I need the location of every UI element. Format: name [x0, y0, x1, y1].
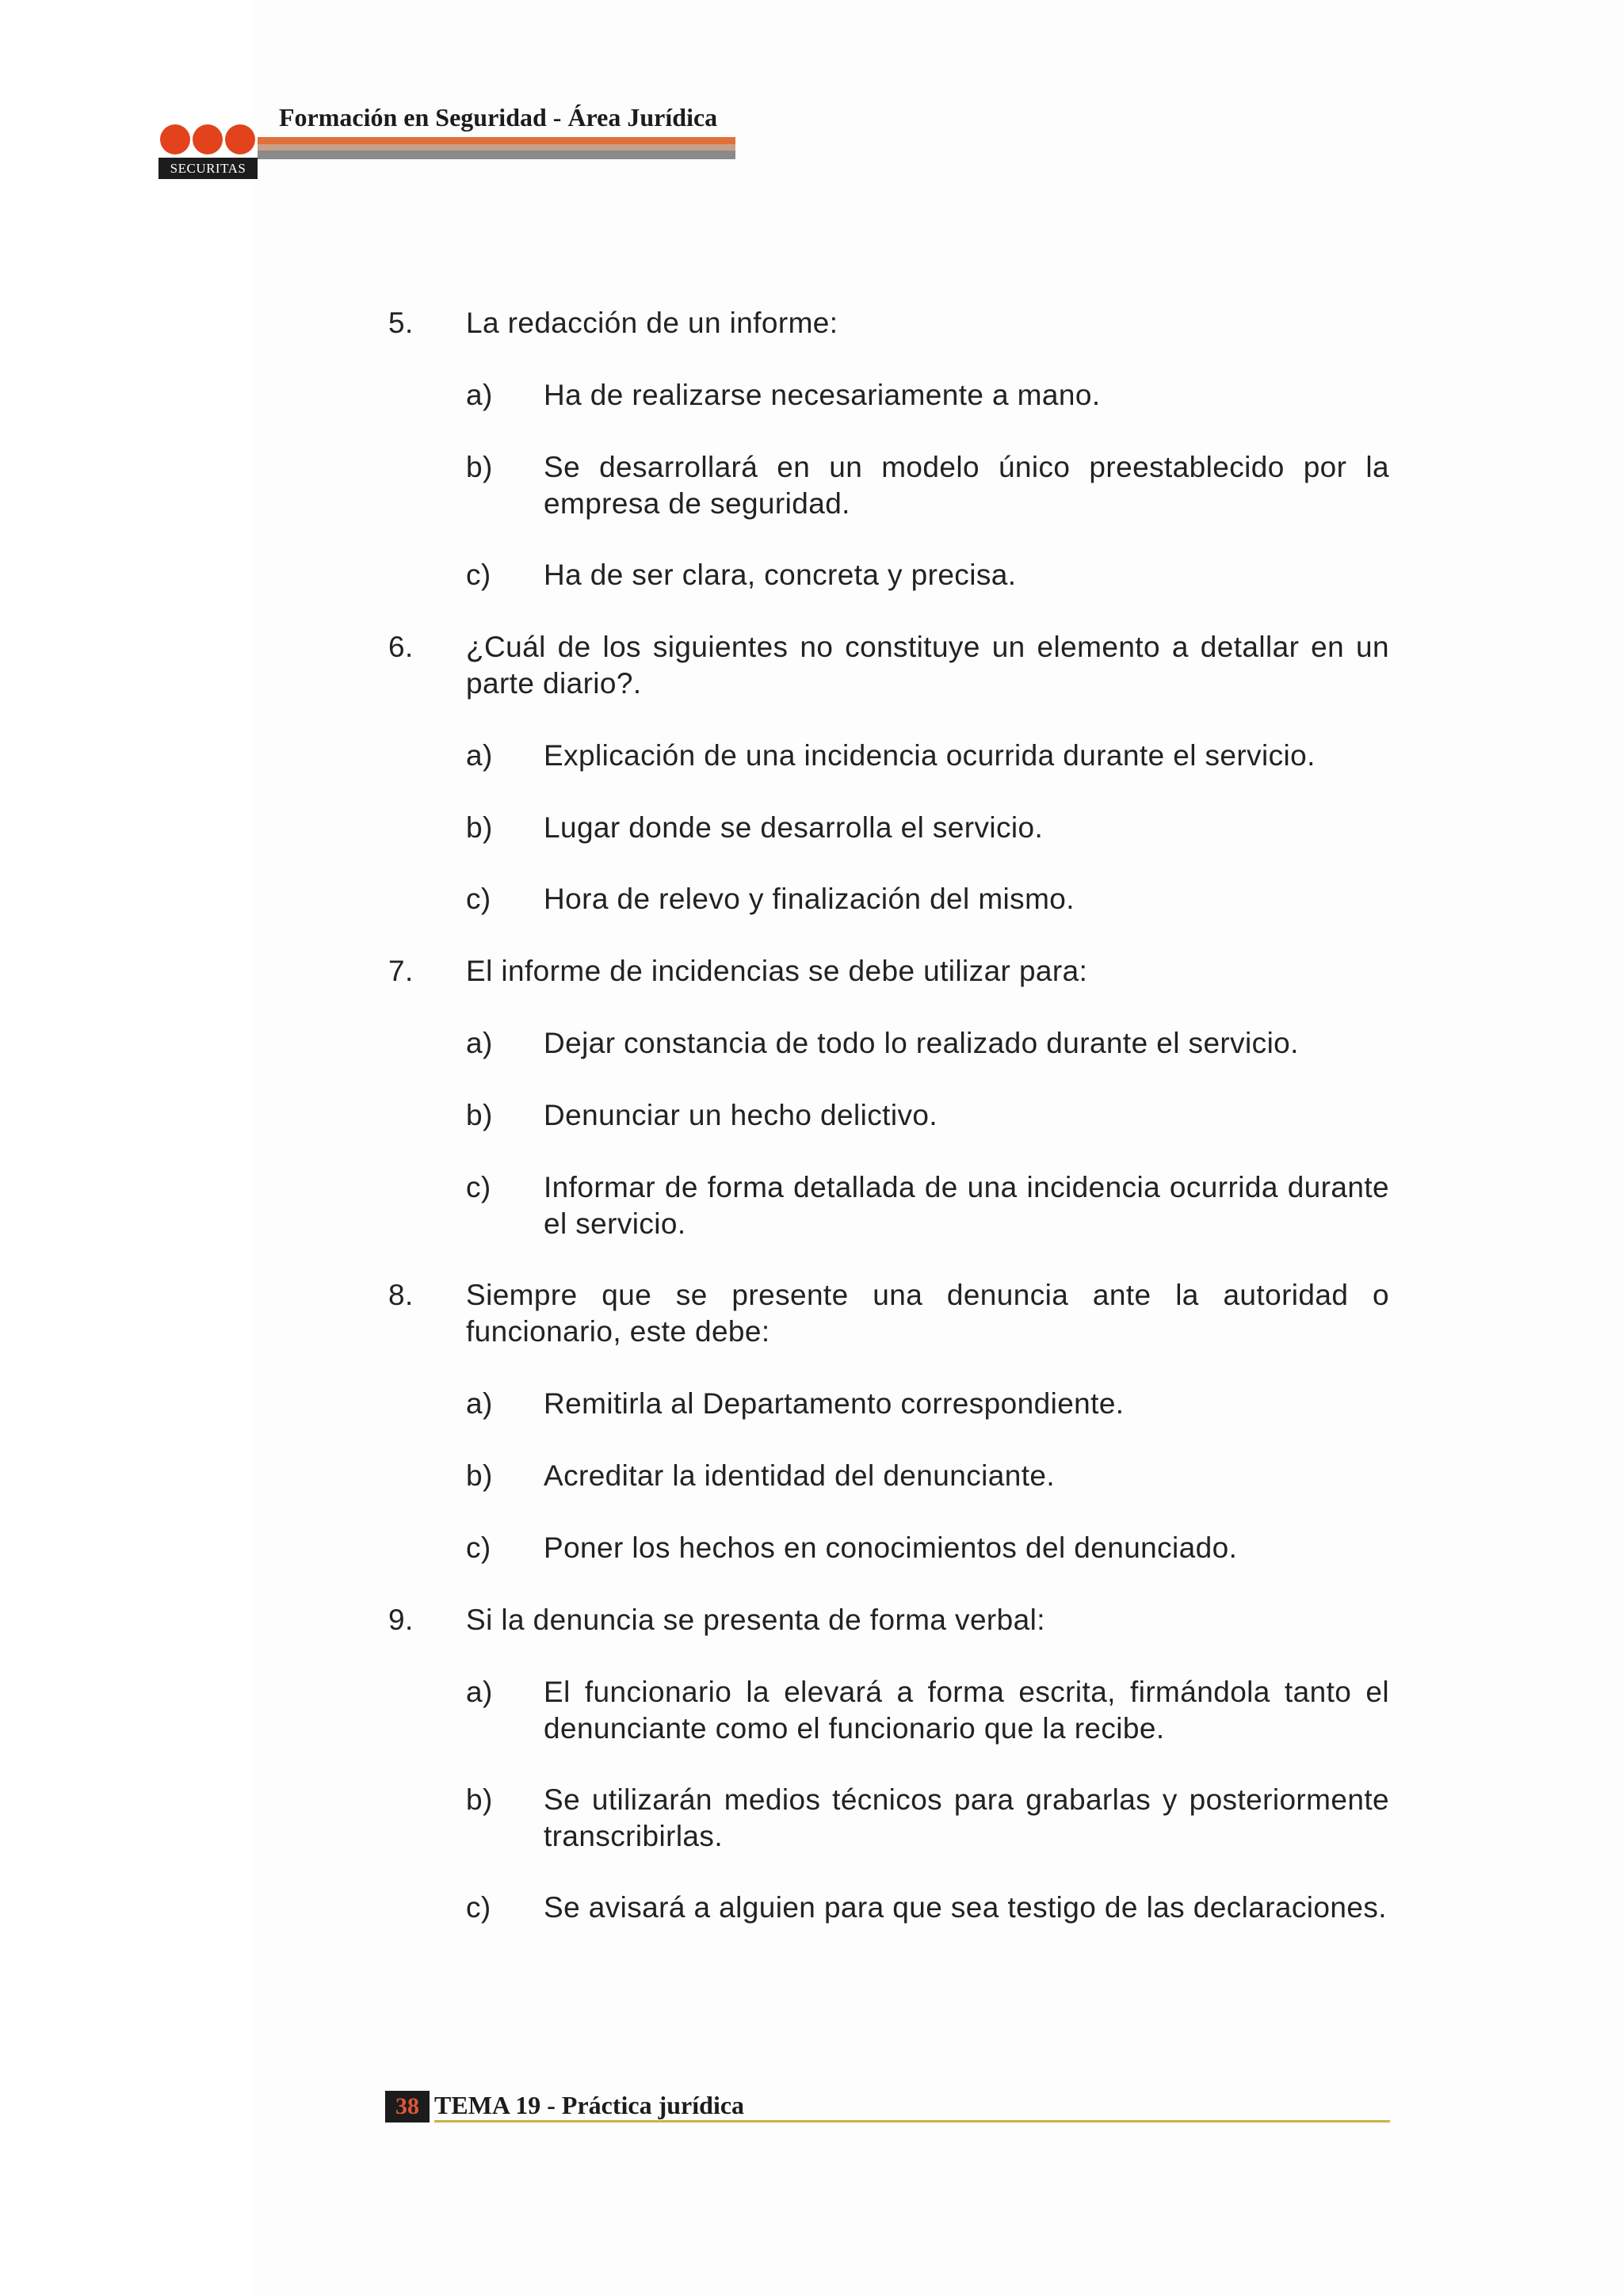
- question-text: Si la denuncia se presenta de forma verbal:: [466, 1604, 1045, 1636]
- option-text: Dejar constancia de todo lo realizado durante el servicio.: [544, 1027, 1299, 1059]
- option-letter: c): [466, 1891, 491, 1924]
- option-text: Se utilizarán medios técnicos para grabarlas y posteriormente transcribirlas.: [544, 1783, 1389, 1852]
- option-text: Denunciar un hecho delictivo.: [544, 1099, 938, 1131]
- footer-rule: [434, 2120, 1390, 2122]
- footer-title: TEMA 19 - Práctica jurídica: [434, 2091, 745, 2119]
- option-text: Informar de forma detallada de una incidencia ocurrida durante el servicio.: [544, 1171, 1389, 1240]
- logo-dot-icon: [225, 124, 255, 154]
- option-text: Ha de ser clara, concreta y precisa.: [544, 559, 1017, 591]
- question-number: 7.: [388, 955, 414, 987]
- option-letter: a): [466, 379, 493, 411]
- option-text: Explicación de una incidencia ocurrida durante el servicio.: [544, 739, 1316, 772]
- option-letter: b): [466, 1099, 493, 1131]
- header-title: Formación en Seguridad - Área Jurídica: [279, 103, 718, 132]
- question-number: 9.: [388, 1604, 414, 1636]
- option-letter: c): [466, 1531, 491, 1564]
- option-text: Acreditar la identidad del denunciante.: [544, 1459, 1056, 1492]
- question-number: 8.: [388, 1279, 414, 1311]
- option-letter: a): [466, 1387, 493, 1420]
- option-letter: c): [466, 559, 491, 591]
- option-text: Se desarrollará en un modelo único preestablecido por la empresa de seguridad.: [544, 451, 1389, 520]
- page-margin: [0, 0, 254, 2296]
- question-text: Siempre que se presente una denuncia ante la autoridad o funcionario, este debe:: [466, 1279, 1389, 1348]
- option-letter: c): [466, 883, 491, 915]
- option-letter: a): [466, 1676, 493, 1708]
- option-letter: b): [466, 1459, 493, 1492]
- option-text: Poner los hechos en conocimientos del denunciado.: [544, 1531, 1238, 1564]
- option-text: Ha de realizarse necesariamente a mano.: [544, 379, 1101, 411]
- option-text: Lugar donde se desarrolla el servicio.: [544, 811, 1044, 844]
- securitas-logo: [158, 123, 258, 179]
- option-letter: a): [466, 1027, 493, 1059]
- logo-dot-icon: [160, 124, 190, 154]
- question-number: 5.: [388, 307, 414, 339]
- question-text: ¿Cuál de los siguientes no constituye un elemento a detallar en un parte diario?.: [466, 631, 1389, 700]
- option-text: Se avisará a alguien para que sea testigo de las declaraciones.: [544, 1891, 1387, 1924]
- option-letter: a): [466, 739, 493, 772]
- option-text: Remitirla al Departamento correspondiente.: [544, 1387, 1125, 1420]
- option-text: El funcionario la elevará a forma escrita, firmándola tanto el denunciante como el funcionario que la recibe.: [544, 1676, 1389, 1745]
- logo-wordmark: SECURITAS: [158, 158, 258, 179]
- header-bar: [258, 137, 735, 159]
- page-number: 38: [385, 2091, 430, 2122]
- option-letter: c): [466, 1171, 491, 1203]
- option-letter: b): [466, 451, 493, 483]
- question-number: 6.: [388, 631, 414, 663]
- logo-dot-icon: [193, 124, 223, 154]
- question-text: La redacción de un informe:: [466, 307, 838, 339]
- option-letter: b): [466, 1783, 493, 1816]
- option-letter: b): [466, 811, 493, 844]
- question-text: El informe de incidencias se debe utilizar para:: [466, 955, 1088, 987]
- logo-dots: [158, 123, 258, 158]
- option-text: Hora de relevo y finalización del mismo.: [544, 883, 1075, 915]
